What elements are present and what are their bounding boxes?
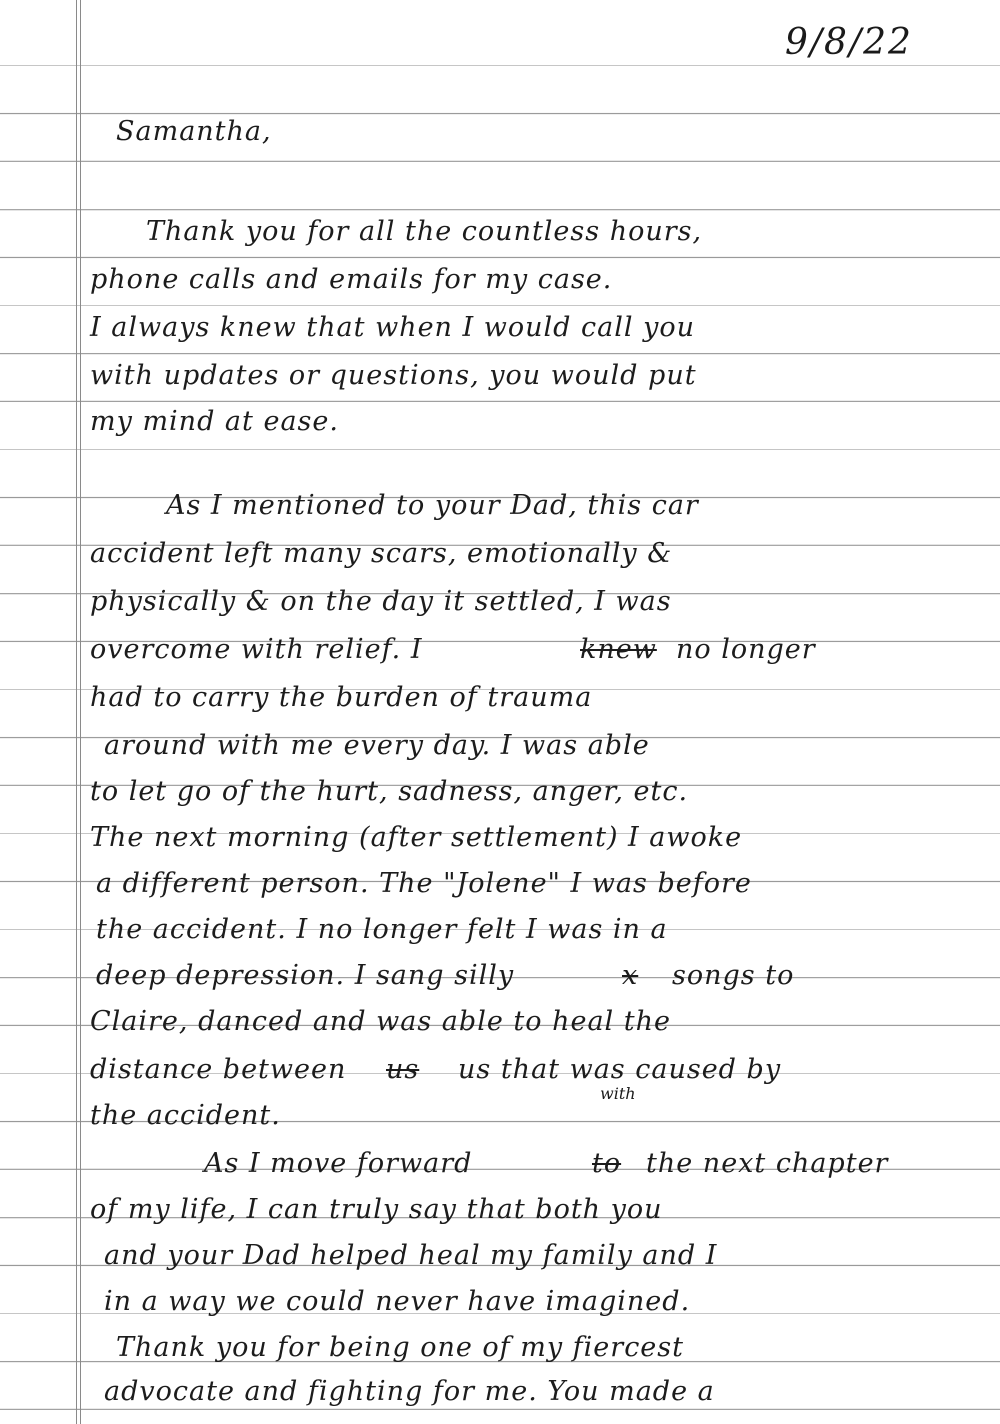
- text-line: [0, 1278, 1000, 1326]
- text-fragment: the accident.: [90, 1100, 281, 1131]
- salutation-line: [0, 108, 1000, 156]
- text-line: [0, 722, 1000, 770]
- struck-word: knew: [580, 634, 657, 665]
- text-line: [0, 1232, 1000, 1280]
- text-line: [0, 1324, 1000, 1372]
- text-line: [0, 1092, 1000, 1140]
- text-line: [0, 578, 1000, 626]
- letter-date: 9/8/22: [785, 22, 913, 63]
- text-line: [0, 482, 1000, 530]
- text-fragment: As I move forward: [204, 1148, 473, 1179]
- text-fragment: in a way we could never have imagined.: [104, 1286, 691, 1317]
- text-line: [0, 1046, 1000, 1094]
- text-fragment: to let go of the hurt, sadness, anger, etc.: [90, 776, 689, 807]
- text-fragment: accident left many scars, emotionally &: [90, 538, 673, 569]
- text-fragment: a different person. The "Jolene" I was before: [96, 868, 752, 899]
- text-fragment: Claire, danced and was able to heal the: [90, 1006, 671, 1037]
- struck-word: to: [592, 1148, 622, 1179]
- text-fragment: advocate and fighting for me. You made a: [104, 1376, 715, 1407]
- text-line: [0, 304, 1000, 352]
- text-fragment: distance between: [90, 1054, 347, 1085]
- text-fragment: the accident. I no longer felt I was in a: [96, 914, 668, 945]
- text-fragment: and your Dad helped heal my family and I: [104, 1240, 718, 1271]
- text-line: [0, 530, 1000, 578]
- text-line: [0, 1140, 1000, 1188]
- salutation: Samantha,: [116, 116, 272, 147]
- text-fragment: my mind at ease.: [90, 406, 339, 437]
- text-fragment: us that was caused by: [458, 1054, 782, 1085]
- text-fragment: had to carry the burden of trauma: [90, 682, 593, 713]
- text-fragment: I always knew that when I would call you: [90, 312, 695, 343]
- text-fragment: phone calls and emails for my case.: [90, 264, 613, 295]
- text-fragment: overcome with relief. I: [90, 634, 423, 665]
- text-line: [0, 674, 1000, 722]
- text-fragment: the next chapter: [646, 1148, 889, 1179]
- text-line: [0, 860, 1000, 908]
- text-fragment: around with me every day. I was able: [104, 730, 650, 761]
- text-line: [0, 398, 1000, 446]
- text-line: [0, 952, 1000, 1000]
- text-line: [0, 768, 1000, 816]
- text-fragment: The next morning (after settlement) I awoke: [90, 822, 743, 853]
- text-line: [0, 998, 1000, 1046]
- text-fragment: with updates or questions, you would put: [90, 360, 697, 391]
- text-fragment: Thank you for all the countless hours,: [146, 216, 703, 247]
- text-line: [0, 814, 1000, 862]
- text-fragment: no longer: [676, 634, 816, 665]
- text-line: [0, 1368, 1000, 1416]
- text-fragment: physically & on the day it settled, I was: [90, 586, 672, 617]
- inserted-word: with: [600, 1084, 636, 1103]
- text-fragment: Thank you for being one of my fiercest: [116, 1332, 684, 1363]
- text-fragment: songs to: [672, 960, 795, 991]
- text-line: [0, 1186, 1000, 1234]
- text-line: [0, 906, 1000, 954]
- text-line: [0, 352, 1000, 400]
- text-line: [0, 208, 1000, 256]
- text-fragment: deep depression. I sang silly: [96, 960, 515, 991]
- struck-word: x: [622, 960, 639, 991]
- text-line: [0, 626, 1000, 674]
- text-fragment: of my life, I can truly say that both you: [90, 1194, 663, 1225]
- text-fragment: As I mentioned to your Dad, this car: [166, 490, 699, 521]
- text-line: [0, 256, 1000, 304]
- struck-word: us: [386, 1054, 420, 1085]
